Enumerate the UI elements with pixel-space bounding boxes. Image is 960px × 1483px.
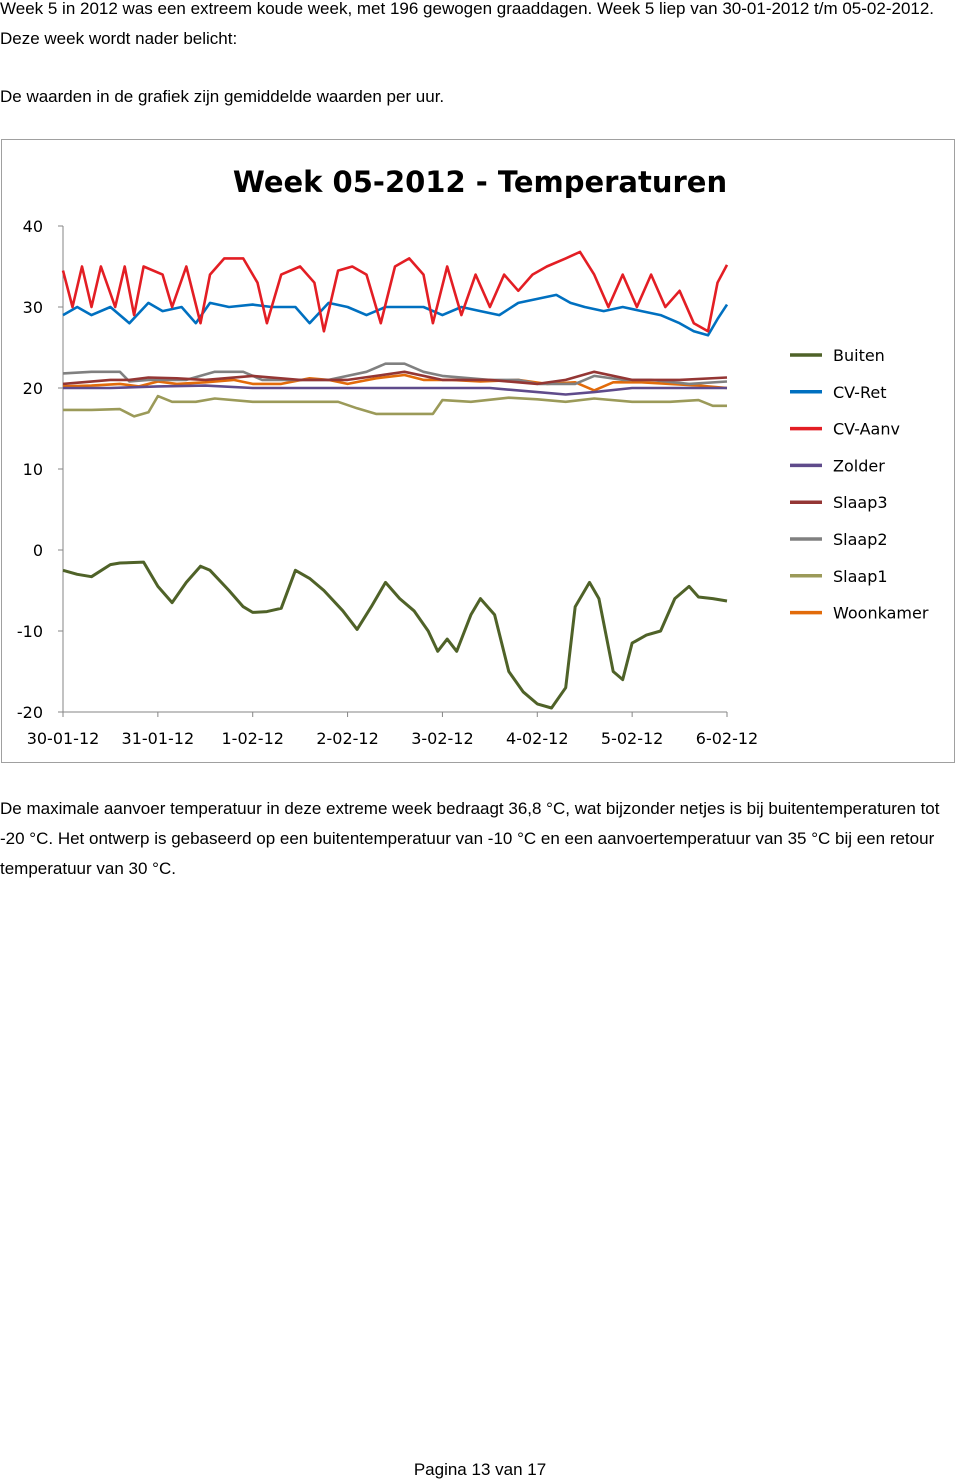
series-line-zolder: [63, 386, 727, 395]
y-tick-label: 30: [22, 298, 43, 317]
series-line-cv-aanv: [63, 252, 727, 331]
legend-label: CV-Ret: [833, 382, 887, 402]
x-tick-label: 5-02-12: [600, 729, 664, 748]
y-tick-label: 0: [32, 541, 43, 560]
x-tick-label: 3-02-12: [411, 729, 474, 748]
legend-label: Slaap2: [833, 530, 888, 549]
temperature-chart: [1, 139, 955, 763]
y-tick-label: -20: [16, 703, 43, 722]
y-tick-label: 20: [22, 379, 43, 398]
legend-label: Zolder: [833, 456, 885, 476]
legend-label: Woonkamer: [833, 603, 929, 623]
intro-paragraph: Week 5 in 2012 was een extreem koude week, met 196 gewogen graaddagen. Week 5 liep van 30-01-2012 t/m 05-02-2012. Deze week wordt nader belicht:: [0, 0, 935, 48]
x-tick-label: 1-02-12: [221, 729, 284, 748]
y-tick-label: -10: [16, 622, 43, 641]
legend-label: CV-Aanv: [833, 419, 900, 439]
y-tick-label: 40: [22, 217, 43, 236]
x-tick-label: 30-01-12: [26, 729, 100, 748]
page-footer: Pagina 13 van 17: [413, 1460, 547, 1479]
series-line-slaap1: [63, 396, 727, 416]
x-tick-label: 6-02-12: [695, 729, 759, 748]
series-line-cv-ret: [63, 295, 727, 335]
series-line-buiten: [63, 562, 727, 708]
legend-label: Buiten: [833, 346, 885, 365]
legend-label: Slaap3: [833, 493, 888, 513]
body-paragraph: De maximale aanvoer temperatuur in deze extreme week bedraagt 36,8 °C, wat bijzonder netjes is bij buitentemperaturen tot -20 °C. Het ontwerp is gebaseerd op een buitentemperatuur van -10 °C en een aanvoertemperatuur van 35 °C bij een retour temperatuur van 30 °C.: [0, 799, 940, 878]
chart-title: Week 05-2012 - Temperaturen: [232, 165, 728, 199]
y-tick-label: 10: [22, 460, 43, 479]
x-tick-label: 4-02-12: [506, 729, 569, 748]
x-tick-label: 2-02-12: [316, 729, 379, 748]
x-tick-label: 31-01-12: [121, 729, 195, 748]
legend-label: Slaap1: [833, 566, 888, 586]
chart-svg: [2, 140, 954, 762]
chart-note: De waarden in de grafiek zijn gemiddelde waarden per uur.: [0, 87, 445, 106]
